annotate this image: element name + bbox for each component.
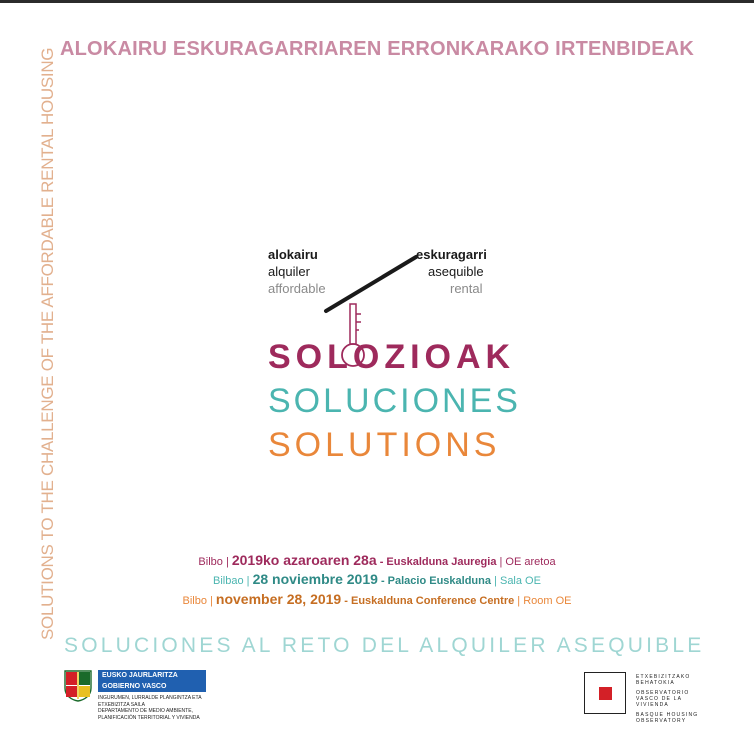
observatory-english: BASQUE HOUSING OBSERVATORY: [636, 712, 699, 724]
logo-word-alquiler: alquiler: [268, 264, 310, 279]
observatory-text: [636, 674, 706, 728]
event-room: | Room OE: [517, 595, 572, 607]
event-date: 2019ko azaroaren 28a: [231, 552, 377, 568]
basque-government-logo: [64, 670, 204, 730]
solutions-english: SOLUTIONS: [268, 426, 501, 464]
event-city: Bilbo |: [198, 556, 229, 568]
department-basque: INGURUMEN, LURRALDE PLANGINTZA ETA ETXEBIZITZA SAILA: [98, 695, 202, 708]
logo-word-rental: rental: [450, 281, 483, 296]
event-room: | Sala OE: [494, 575, 541, 587]
logo-word-asequible: asequible: [428, 264, 484, 279]
observatory-basque: ETXEBIZITZAKO BEHATOKIA: [636, 674, 691, 686]
event-line-basque: [0, 552, 754, 568]
event-line-spanish: [0, 571, 754, 587]
event-room: | OE aretoa: [499, 556, 556, 568]
department-spanish: DEPARTAMENTO DE MEDIO AMBIENTE, PLANIFICACIÓN TERRITORIAL Y VIVIENDA: [98, 708, 200, 721]
event-city: Bilbao |: [213, 575, 250, 587]
event-city: Bilbo |: [182, 595, 213, 607]
basque-title: ALOKAIRU ESKURAGARRIAREN ERRONKARAKO IRTENBIDEAK: [60, 38, 695, 60]
spanish-title: SOLUCIONES AL RETO DEL ALQUILER ASEQUIBLE: [64, 634, 705, 657]
observatory-frame: [584, 672, 626, 714]
coat-of-arms-icon: [64, 670, 92, 702]
government-name-band: [98, 670, 206, 692]
housing-observatory-logo: [584, 670, 704, 740]
logo-word-alokairu: alokairu: [268, 247, 318, 262]
observatory-spanish: OBSERVATORIO VASCO DE LA VIVIENDA: [636, 690, 690, 708]
event-venue: - Euskalduna Conference Centre: [344, 595, 515, 607]
vertical-english-title: SOLUTIONS TO THE CHALLENGE OF THE AFFORDABLE RENTAL HOUSING: [38, 47, 57, 640]
event-venue: - Euskalduna Jauregia: [379, 556, 497, 568]
government-name-basque: EUSKO JAURLARITZA: [102, 672, 178, 679]
logo-word-affordable: affordable: [268, 281, 326, 296]
event-line-english: [0, 591, 754, 607]
government-name-spanish: GOBIERNO VASCO: [102, 683, 167, 690]
logo-word-eskuragarri: eskuragarri: [416, 247, 487, 262]
observatory-square-icon: [599, 687, 612, 700]
event-date: november 28, 2019: [215, 591, 342, 607]
logo-slash-icon: [322, 247, 422, 317]
event-venue: - Palacio Euskalduna: [380, 575, 491, 587]
solutions-spanish: SOLUCIONES: [268, 382, 521, 420]
solutions-basque: SOLOZIOAK: [268, 338, 516, 376]
top-border: [0, 0, 754, 3]
event-date: 28 noviembre 2019: [252, 571, 378, 587]
government-department: [98, 695, 228, 721]
